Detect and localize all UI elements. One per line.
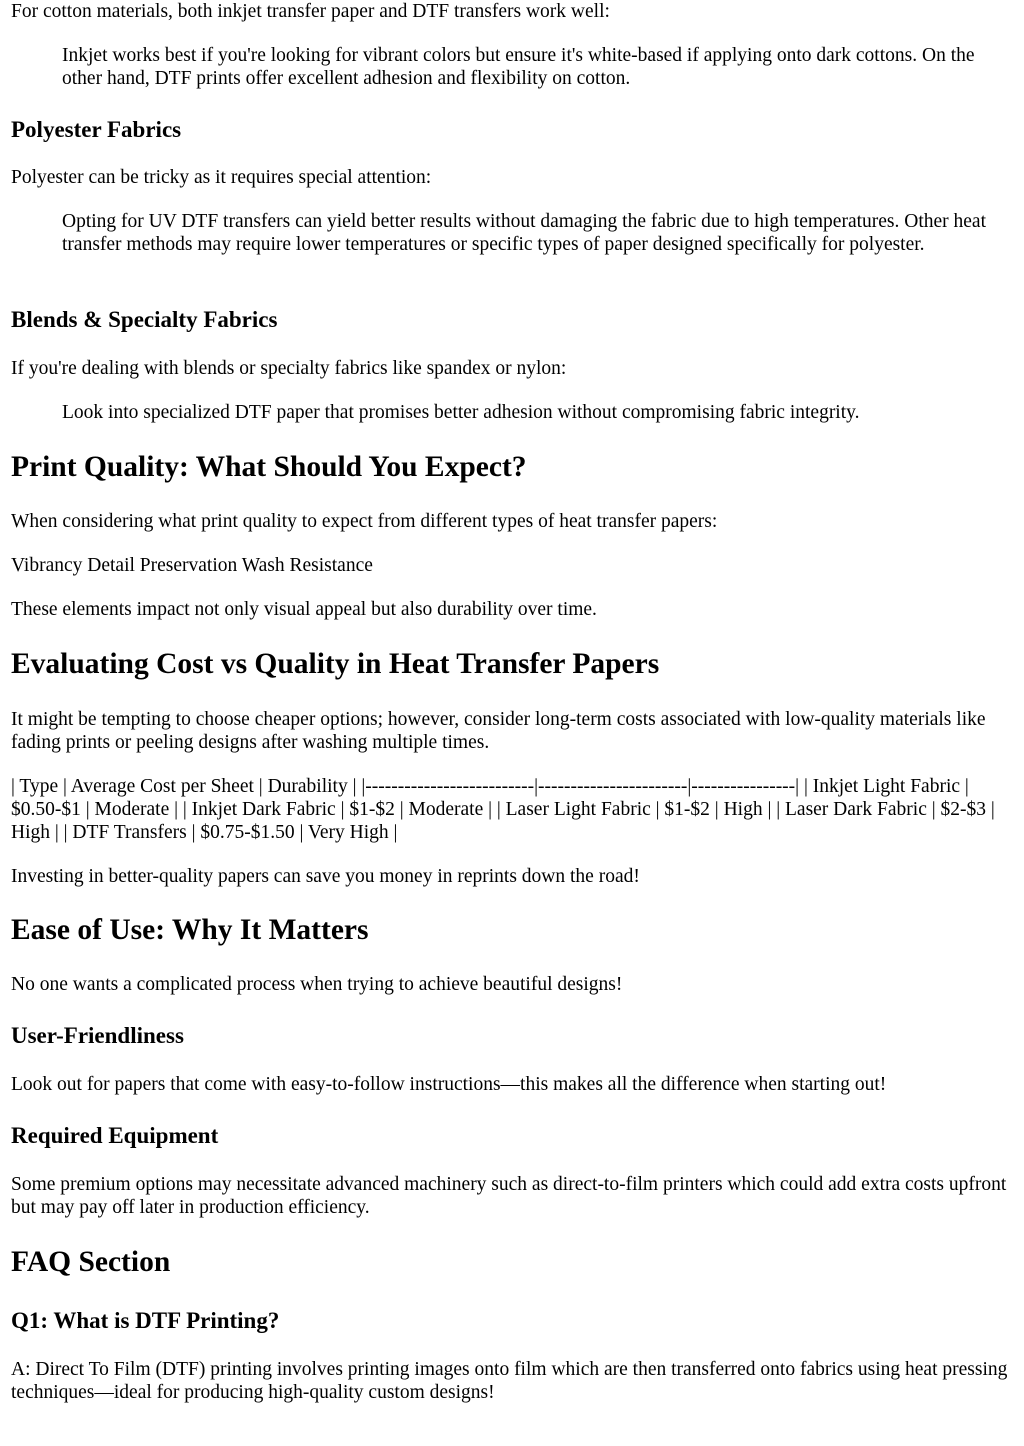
blends-blockquote: Look into specialized DTF paper that promises better adhesion without compromising fabric integrity. bbox=[62, 402, 860, 423]
cost-intro: It might be tempting to choose cheaper options; however, consider long-term costs associated with low-quality materials like fading prints or peeling designs after washing multiple times. bbox=[11, 709, 986, 753]
blends-intro: If you're dealing with blends or specialty fabrics like spandex or nylon: bbox=[11, 358, 567, 379]
ease-heading: Ease of Use: Why It Matters bbox=[11, 914, 369, 946]
cotton-blockquote: Inkjet works best if you're looking for vibrant colors but ensure it's white-based if applying onto dark cottons. On the other hand, DTF prints offer excellent adhesion and flexibility on cotton. bbox=[62, 45, 975, 89]
required-equipment-heading: Required Equipment bbox=[11, 1123, 219, 1148]
cotton-intro: For cotton materials, both inkjet transfer paper and DTF transfers work well: bbox=[11, 1, 610, 22]
ease-intro: No one wants a complicated process when trying to achieve beautiful designs! bbox=[11, 974, 623, 995]
cost-heading: Evaluating Cost vs Quality in Heat Transfer Papers bbox=[11, 648, 660, 680]
faq-heading: FAQ Section bbox=[11, 1246, 171, 1278]
cost-note: Investing in better-quality papers can save you money in reprints down the road! bbox=[11, 866, 640, 887]
polyester-heading: Polyester Fabrics bbox=[11, 117, 182, 142]
polyester-blockquote: Opting for UV DTF transfers can yield better results without damaging the fabric due to high temperatures. Other heat transfer methods may require lower temperatures or specific types of paper designed specifically for polyester. bbox=[62, 211, 987, 255]
required-equipment-text: Some premium options may necessitate advanced machinery such as direct-to-film printers which could add extra costs upfront but may pay off later in production efficiency. bbox=[11, 1174, 1007, 1218]
user-friendliness-text: Look out for papers that come with easy-to-follow instructions—this makes all the difference when starting out! bbox=[11, 1074, 887, 1095]
print-quality-intro: When considering what print quality to expect from different types of heat transfer papers: bbox=[11, 511, 718, 532]
blends-heading: Blends & Specialty Fabrics bbox=[11, 307, 278, 332]
faq-question-1: Q1: What is DTF Printing? bbox=[11, 1308, 280, 1333]
faq-answer-1: A: Direct To Film (DTF) printing involves printing images onto film which are then transferred onto fabrics using heat pressing techniques—ideal for producing high-quality custom designs! bbox=[11, 1359, 1008, 1403]
user-friendliness-heading: User-Friendliness bbox=[11, 1023, 184, 1048]
print-quality-note: These elements impact not only visual appeal but also durability over time. bbox=[11, 599, 597, 620]
cost-table-text: | Type | Average Cost per Sheet | Durability | |--------------------------|-----------------------|----------------| | Inkjet Light Fabric | $0.50-$1 | Moderate | | Inkjet Dark Fabric | $1-$2 | Moderate | | Laser Light Fabric | $1-$2 | High | | Laser Dark Fabric | $2-$3 | High | | DTF Transfers | $0.75-$1.50 | Very High | bbox=[11, 776, 995, 843]
polyester-intro: Polyester can be tricky as it requires special attention: bbox=[11, 167, 432, 188]
print-quality-list: Vibrancy Detail Preservation Wash Resistance bbox=[11, 555, 373, 576]
print-quality-heading: Print Quality: What Should You Expect? bbox=[11, 451, 527, 483]
